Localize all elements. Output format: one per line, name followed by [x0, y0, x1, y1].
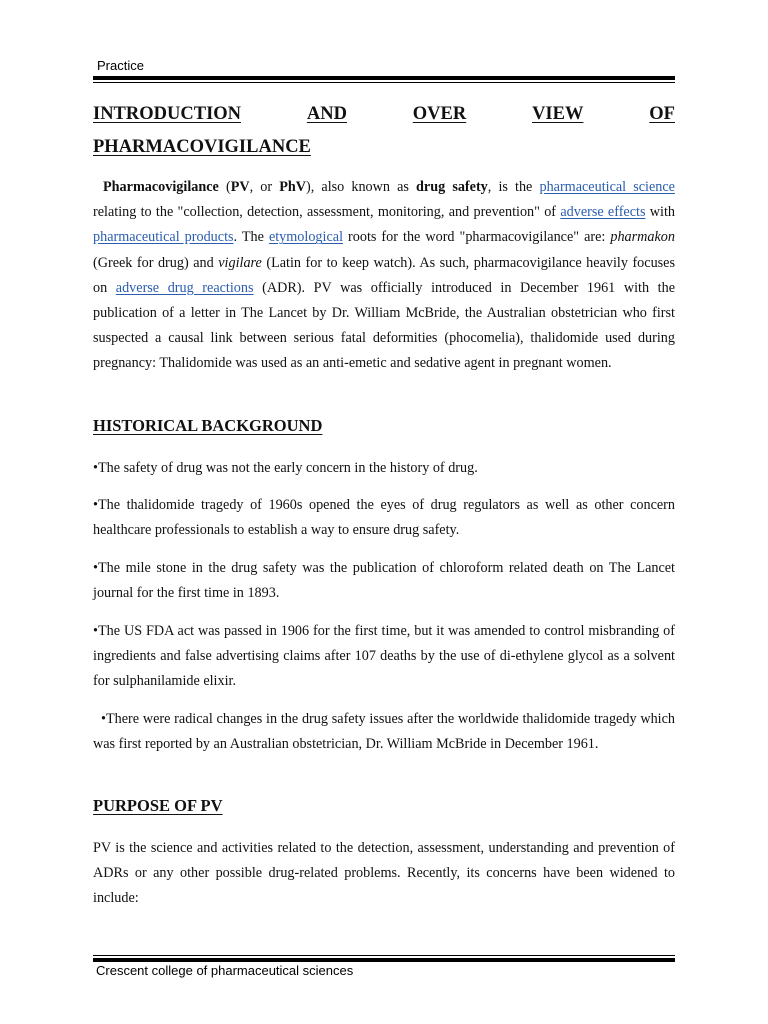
page-title [93, 98, 675, 164]
link-adverse-effects[interactable]: adverse effects [560, 204, 646, 221]
title-word: VIEW [532, 104, 584, 124]
history-bullet-5: •There were radical changes in the drug safety issues after the worldwide thalidomide tragedy which was first reported by an Australian obstetrician, Dr. William McBride in December 1961. [93, 711, 675, 753]
header-rule [93, 76, 675, 83]
footer-rule [93, 955, 675, 962]
text-run: relating to the "collection, detection, assessment, monitoring, and prevention" of [93, 204, 561, 221]
text-run: . The [233, 229, 269, 246]
history-bullet-1: •The safety of drug was not the early concern in the history of drug. [93, 460, 478, 476]
text-run: (Latin for to keep watch). As such, pharmacovigilance heavily focuses on [93, 254, 676, 296]
text-run: ), also known as [306, 179, 417, 195]
title-word: INTRODUCTION [93, 104, 242, 124]
text-run: ( [218, 179, 231, 195]
link-pharmaceutical-products[interactable]: pharmaceutical products [93, 229, 234, 246]
title-line-2: PHARMACOVIGILANCE [93, 137, 311, 157]
running-header: Practice [97, 58, 144, 73]
text-run: roots for the word "pharmacovigilance" are: [343, 229, 611, 246]
term-pharmacovigilance: Pharmacovigilance [103, 179, 219, 195]
link-adverse-drug-reactions[interactable]: adverse drug reactions [115, 279, 254, 296]
link-pharmaceutical-science[interactable]: pharmaceutical science [539, 179, 675, 195]
text-run: , or [249, 179, 280, 195]
term-drug-safety: drug safety [416, 179, 488, 195]
purpose-paragraph: PV is the science and activities related to the detection, assessment, understanding and prevention of ADRs or any other possible drug-related problems. Recently, its concerns have been widened to include: [93, 840, 675, 907]
term-pv: PV [230, 179, 250, 195]
term-pharmakon: pharmakon [610, 229, 675, 246]
intro-paragraph [93, 175, 675, 377]
document-page [93, 0, 675, 1024]
title-word: OVER [412, 104, 467, 124]
history-bullet-3: •The mile stone in the drug safety was the publication of chloroform related death on The Lancet journal for the first time in 1893. [93, 560, 675, 602]
title-word: AND [306, 104, 347, 124]
term-phv: PhV [279, 179, 307, 195]
history-bullet-2: •The thalidomide tragedy of 1960s opened the eyes of drug regulators as well as other concern healthcare professionals to establish a way to ensure drug safety. [93, 497, 675, 539]
term-vigilare: vigilare [218, 254, 262, 271]
text-run: (ADR). PV was officially introduced in December 1961 with the publication of a letter in The Lancet by Dr. William McBride, the Australian obstetrician who first suspected a causal link between serious fatal deformities (phocomelia), thalidomide used during pregnancy: Thalidomide was used as an anti-emetic and sedative agent in pregnant women. [93, 279, 676, 372]
history-bullet-4: •The US FDA act was passed in 1906 for the first time, but it was amended to control misbranding of ingredients and false advertising claims after 107 deaths by the use of di-ethylene glycol as a solvent for sulphanilamide elixir. [93, 623, 675, 690]
heading-purpose-of-pv: PURPOSE OF PV [93, 796, 223, 815]
title-line-1 [93, 98, 675, 131]
text-run: , is the [487, 179, 540, 195]
heading-historical-background: HISTORICAL BACKGROUND [93, 416, 323, 435]
text-run: (Greek for drug) and [93, 254, 219, 271]
title-word: OF [649, 104, 675, 124]
link-etymological[interactable]: etymological [268, 229, 344, 246]
text-run: with [645, 204, 675, 221]
running-footer: Crescent college of pharmaceutical sciences [96, 963, 354, 978]
